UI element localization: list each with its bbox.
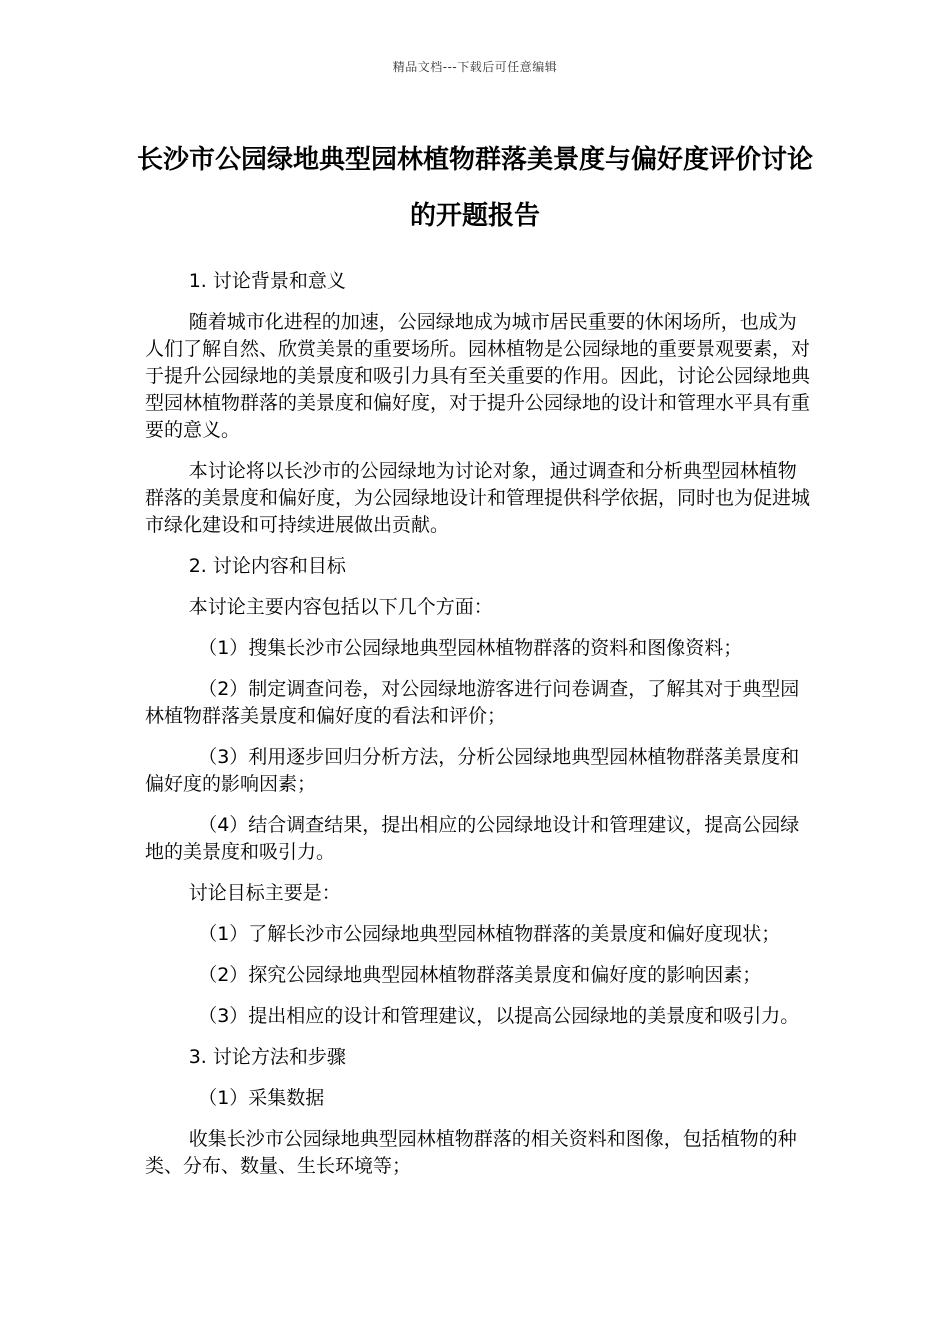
- header-note: 精品文档---下载后可任意编辑: [392, 60, 558, 74]
- document-body: [145, 268, 815, 1194]
- list-item: （2）探究公园绿地典型园林植物群落美景度和偏好度的影响因素；: [198, 964, 762, 986]
- body-paragraph: 讨论目标主要是：: [188, 882, 341, 904]
- document-title: 长沙市公园绿地典型园林植物群落美景度与偏好度评价讨论的开题报告: [136, 145, 813, 231]
- body-paragraph: 随着城市化进程的加速，公园绿地成为城市居民重要的休闲场所，也成为人们了解自然、欣赏美景的重要场所。园林植物是公园绿地的重要景观要素，对于提升公园绿地的美景度和吸引力具有至关重要的作用。因此，讨论公园绿地典型园林植物群落的美景度和偏好度，对于提升公园绿地的设计和管理水平具有重要的意义。: [145, 311, 811, 441]
- list-item: （1）采集数据: [198, 1087, 325, 1109]
- list-item: （1）了解长沙市公园绿地典型园林植物群落的美景度和偏好度现状；: [198, 923, 781, 945]
- list-item: （4）结合调查结果，提出相应的公园绿地设计和管理建议，提高公园绿地的美景度和吸引力。: [145, 814, 800, 863]
- body-paragraph: 本讨论主要内容包括以下几个方面：: [188, 596, 493, 618]
- list-item: （1）搜集长沙市公园绿地典型园林植物群落的资料和图像资料；: [198, 637, 743, 659]
- list-item: （2）制定调查问卷，对公园绿地游客进行问卷调查，了解其对于典型园林植物群落美景度和偏好度的看法和评价；: [145, 678, 800, 727]
- body-paragraph: 收集长沙市公园绿地典型园林植物群落的相关资料和图像，包括植物的种类、分布、数量、生长环境等；: [145, 1128, 797, 1177]
- section-heading: 2. 讨论内容和目标: [188, 555, 346, 577]
- list-item: （3）利用逐步回归分析方法，分析公园绿地典型园林植物群落美景度和偏好度的影响因素；: [145, 746, 800, 795]
- list-item: （3）提出相应的设计和管理建议，以提高公园绿地的美景度和吸引力。: [198, 1005, 800, 1027]
- section-heading: 3. 讨论方法和步骤: [188, 1046, 346, 1068]
- section-heading: 1. 讨论背景和意义: [188, 270, 346, 292]
- body-paragraph: 本讨论将以长沙市的公园绿地为讨论对象，通过调查和分析典型园林植物群落的美景度和偏好度，为公园绿地设计和管理提供科学依据，同时也为促进城市绿化建设和可持续进展做出贡献。: [145, 460, 811, 536]
